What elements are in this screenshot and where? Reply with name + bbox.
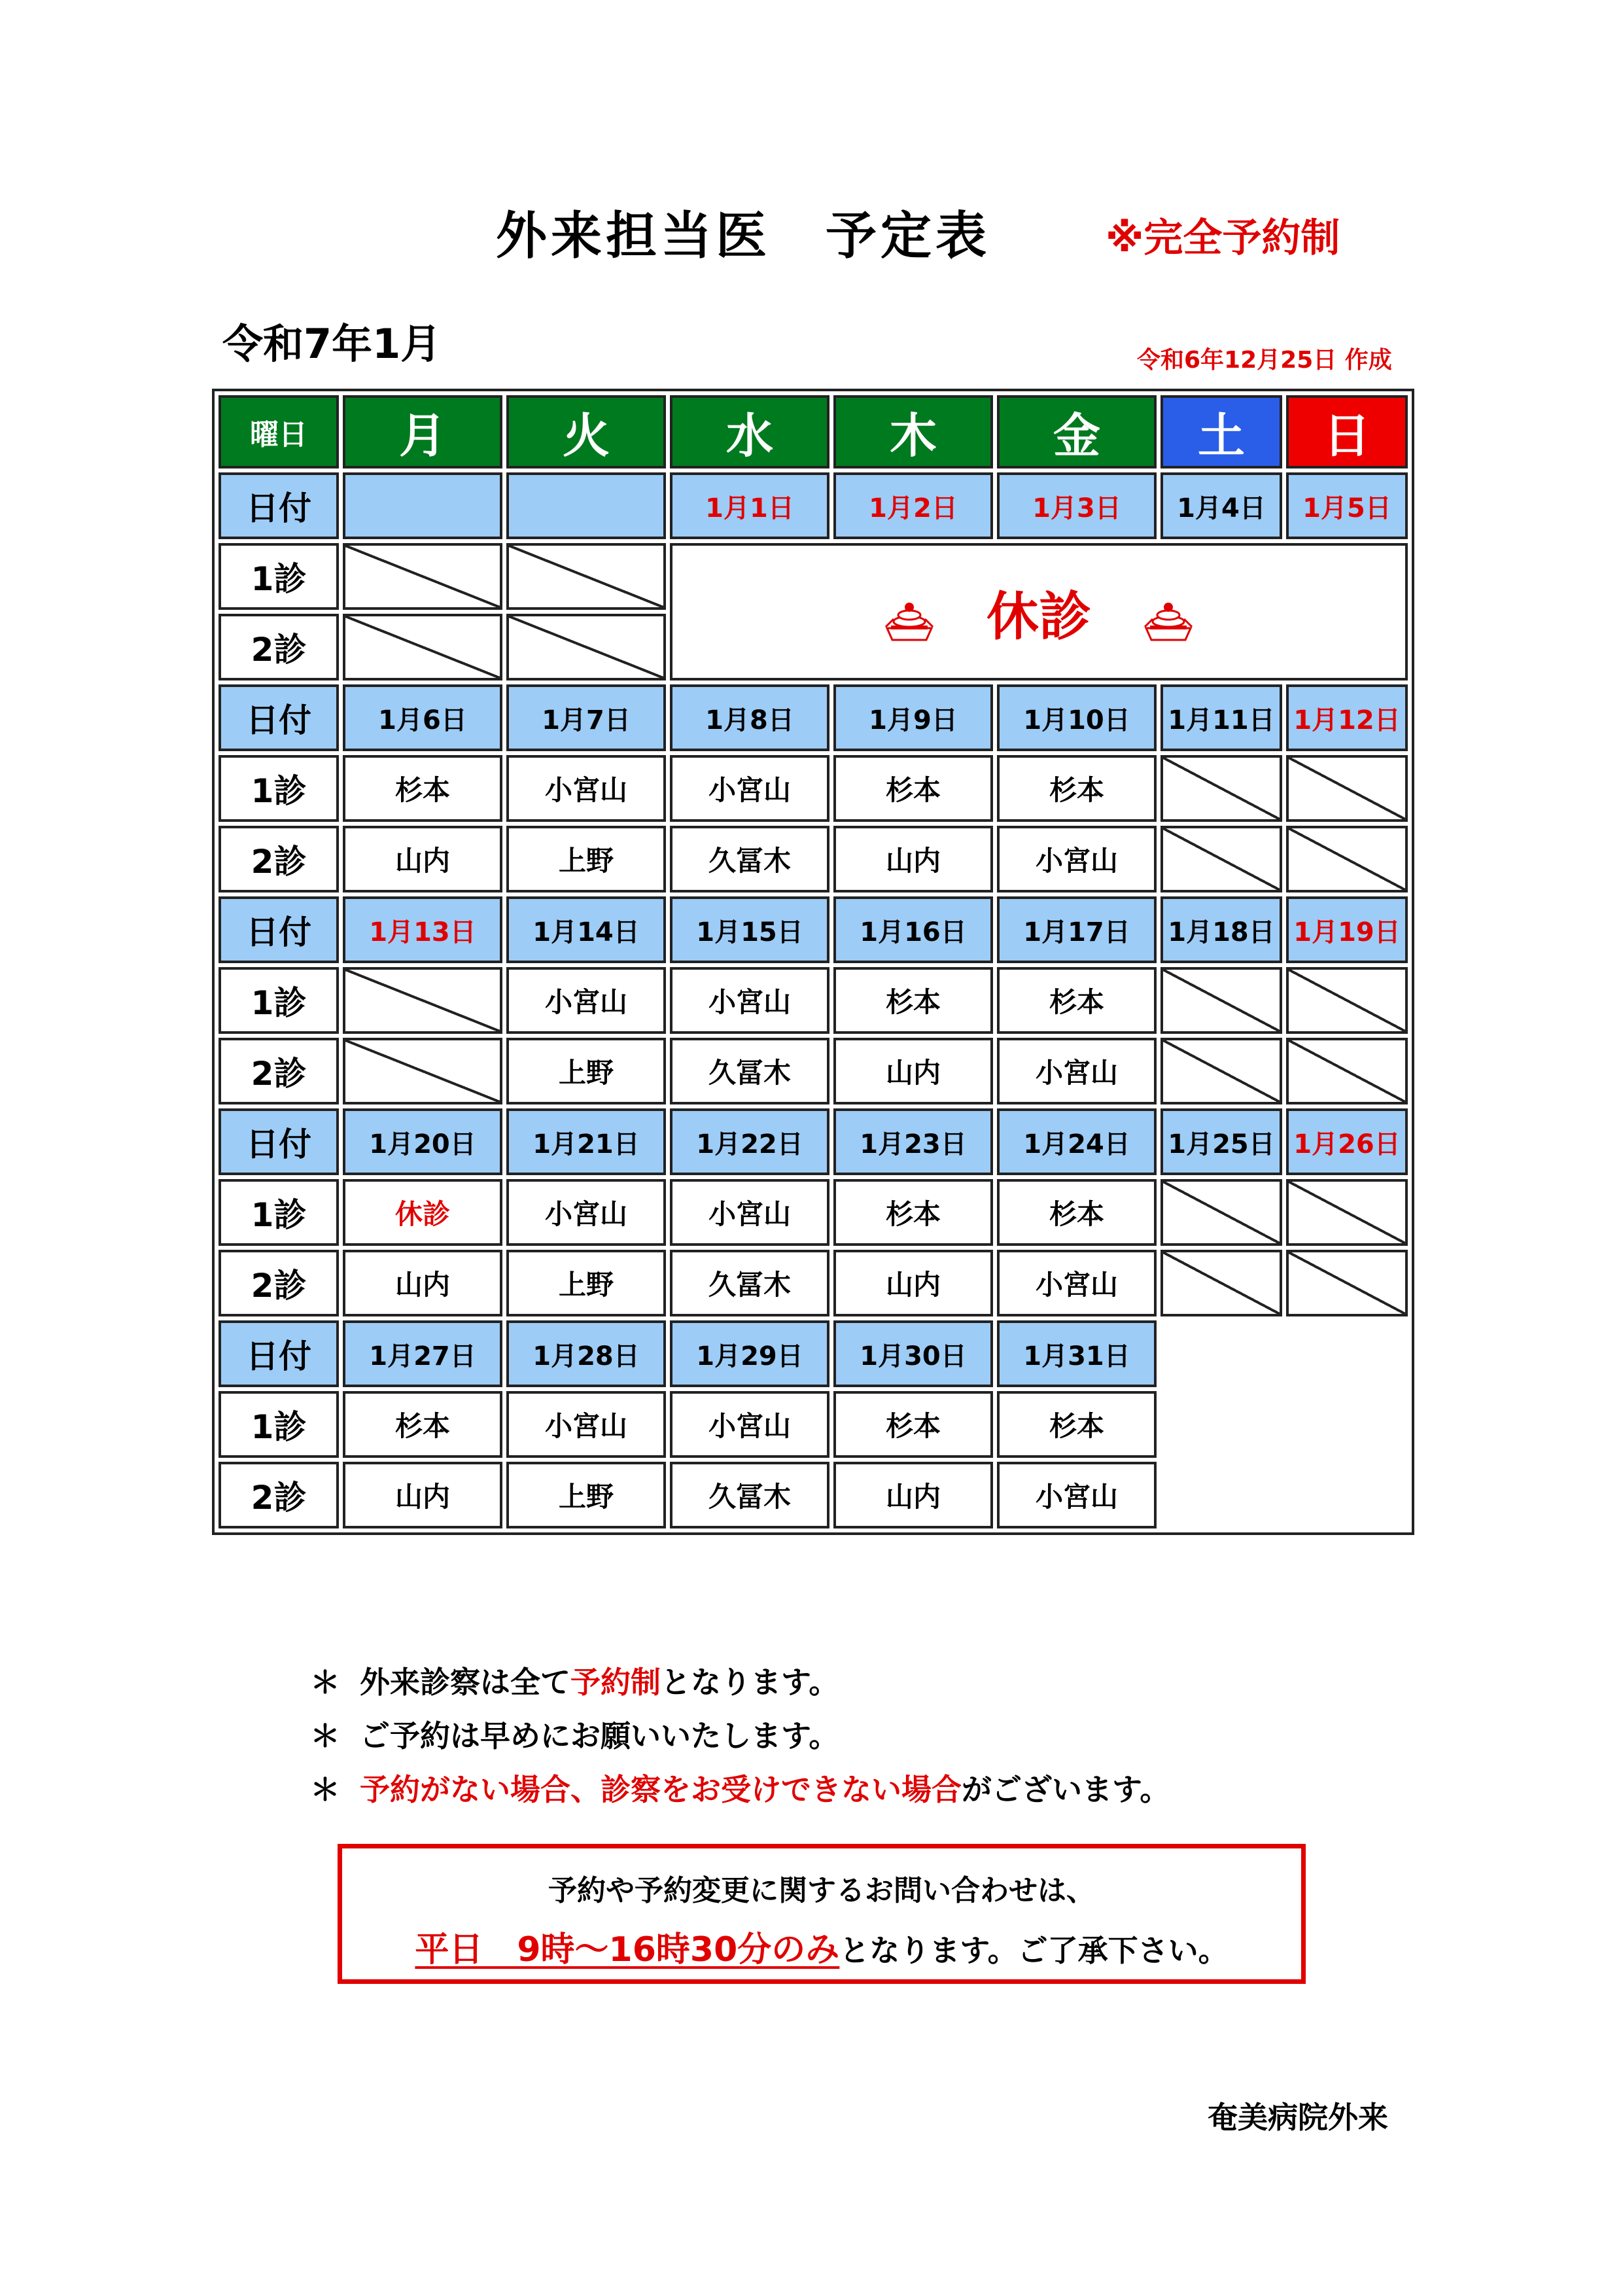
date-cell: 1月28日: [506, 1320, 666, 1387]
no-clinic-cell: [343, 967, 502, 1034]
date-cell: 1月12日: [1286, 684, 1408, 751]
doctor-cell: 杉本: [343, 755, 502, 822]
header-day: 月: [343, 395, 502, 468]
slot2-row: [218, 1462, 1408, 1528]
date-label: 日付: [218, 472, 339, 539]
no-clinic-cell: [1161, 1179, 1282, 1246]
slot2-row: [218, 1250, 1408, 1316]
header-day: 金: [997, 395, 1157, 468]
doctor-cell: 小宮山: [670, 1391, 829, 1458]
date-cell: 1月5日: [1286, 472, 1408, 539]
doctor-cell: 久冨木: [670, 1250, 829, 1316]
header-day: 火: [506, 395, 666, 468]
date-cell: 1月13日: [343, 896, 502, 963]
date-row: [218, 684, 1408, 751]
header-row: [218, 395, 1408, 468]
doctor-cell: 小宮山: [670, 967, 829, 1034]
doctor-cell: 小宮山: [997, 1038, 1157, 1104]
date-cell: 1月1日: [670, 472, 829, 539]
doctor-cell: 久冨木: [670, 1038, 829, 1104]
note-star: ＊: [310, 1772, 340, 1807]
no-clinic-cell: [1286, 1038, 1408, 1104]
empty-cell: [1286, 1391, 1408, 1458]
date-cell: [343, 472, 502, 539]
doctor-cell: 杉本: [997, 1391, 1157, 1458]
date-cell: 1月27日: [343, 1320, 502, 1387]
doctor-cell: 杉本: [833, 1391, 993, 1458]
doctor-cell: 上野: [506, 1250, 666, 1316]
contact-rest: となります。ご了承下さい。: [839, 1933, 1229, 1968]
date-cell: 1月23日: [833, 1108, 993, 1175]
reservation-note: ※完全予約制: [1106, 215, 1340, 261]
doctor-cell: 小宮山: [670, 755, 829, 822]
slot2-row: [218, 826, 1408, 892]
doctor-cell: 山内: [343, 826, 502, 892]
slot1-row: [218, 1391, 1408, 1458]
doctor-cell: 小宮山: [997, 826, 1157, 892]
doctor-cell: 久冨木: [670, 1462, 829, 1528]
date-cell: 1月8日: [670, 684, 829, 751]
doctor-cell: 山内: [833, 1250, 993, 1316]
page-title: 外来担当医 予定表: [496, 207, 991, 266]
date-row: [218, 1320, 1408, 1387]
note-highlight: 予約がない場合、診察をお受けできない場合: [360, 1772, 962, 1807]
note-text: 外来診察は全て: [360, 1665, 570, 1700]
date-cell: 1月4日: [1161, 472, 1282, 539]
date-cell: 1月21日: [506, 1108, 666, 1175]
date-cell: 1月16日: [833, 896, 993, 963]
doctor-cell: 上野: [506, 1038, 666, 1104]
note-text: がございます。: [962, 1772, 1170, 1807]
slot2-label: 2診: [218, 826, 339, 892]
date-cell: 1月18日: [1161, 896, 1282, 963]
slot2-label: 2診: [218, 614, 339, 680]
empty-cell: [1161, 1462, 1282, 1528]
header-day: 土: [1161, 395, 1282, 468]
no-clinic-cell: [1161, 755, 1282, 822]
no-clinic-cell: [1286, 755, 1408, 822]
slot1-row: [218, 755, 1408, 822]
schedule-table: [212, 389, 1414, 1535]
no-clinic-cell: [1286, 967, 1408, 1034]
no-clinic-cell: [1286, 1179, 1408, 1246]
date-cell: 1月25日: [1161, 1108, 1282, 1175]
date-cell: 1月30日: [833, 1320, 993, 1387]
date-row: [218, 472, 1408, 539]
date-cell: 1月31日: [997, 1320, 1157, 1387]
no-clinic-cell: [1161, 967, 1282, 1034]
no-clinic-cell: [1286, 826, 1408, 892]
note-3: [310, 1763, 1170, 1816]
no-clinic-cell: [343, 1038, 502, 1104]
date-label: 日付: [218, 1108, 339, 1175]
no-clinic-cell: [1286, 1250, 1408, 1316]
footer-department: 奄美病院外来: [1208, 2100, 1388, 2135]
doctor-cell: 久冨木: [670, 826, 829, 892]
no-clinic-cell: [343, 614, 502, 680]
no-clinic-cell: [506, 614, 666, 680]
date-label: 日付: [218, 896, 339, 963]
schedule-month: 令和7年1月: [222, 320, 442, 368]
date-row: [218, 896, 1408, 963]
no-clinic-cell: [1161, 826, 1282, 892]
date-cell: 1月11日: [1161, 684, 1282, 751]
note-star: ＊: [310, 1718, 340, 1754]
kagami-mochi-icon: [884, 599, 934, 641]
date-cell: 1月6日: [343, 684, 502, 751]
no-clinic-cell: [1161, 1250, 1282, 1316]
date-cell: 1月10日: [997, 684, 1157, 751]
contact-hours: 平日 9時～16時30分のみ: [415, 1930, 840, 1969]
doctor-cell: 山内: [833, 826, 993, 892]
doctor-cell: 小宮山: [506, 755, 666, 822]
slot2-label: 2診: [218, 1250, 339, 1316]
slot1-label: 1診: [218, 755, 339, 822]
doctor-cell: 杉本: [997, 1179, 1157, 1246]
no-clinic-cell: [506, 543, 666, 610]
doctor-cell: 杉本: [997, 967, 1157, 1034]
date-row: [218, 1108, 1408, 1175]
header-day: 水: [670, 395, 829, 468]
slot1-label: 1診: [218, 1179, 339, 1246]
note-text: となります。: [661, 1665, 839, 1700]
date-cell: 1月20日: [343, 1108, 502, 1175]
date-cell: 1月3日: [997, 472, 1157, 539]
doctor-cell: 小宮山: [506, 1391, 666, 1458]
doctor-cell: 杉本: [997, 755, 1157, 822]
note-text: ご予約は早めにお願いいたします。: [360, 1718, 839, 1754]
notes: [310, 1655, 1170, 1816]
note-star: ＊: [310, 1665, 340, 1700]
note-1: [310, 1655, 1170, 1709]
contact-line-1: 予約や予約変更に関するお問い合わせは、: [548, 1874, 1095, 1907]
doctor-cell: 上野: [506, 826, 666, 892]
date-cell: 1月22日: [670, 1108, 829, 1175]
date-cell: 1月24日: [997, 1108, 1157, 1175]
empty-cell: [1286, 1462, 1408, 1528]
date-cell: 1月15日: [670, 896, 829, 963]
slot1-row: [218, 543, 1408, 610]
date-cell: 1月19日: [1286, 896, 1408, 963]
slot1-row: [218, 967, 1408, 1034]
doctor-cell: 山内: [833, 1038, 993, 1104]
note-highlight: 予約制: [570, 1665, 661, 1700]
doctor-cell: 山内: [343, 1462, 502, 1528]
doctor-cell: 小宮山: [506, 1179, 666, 1246]
empty-cell: [1161, 1320, 1282, 1387]
date-cell: [506, 472, 666, 539]
doctor-cell: 山内: [343, 1250, 502, 1316]
date-cell: 1月17日: [997, 896, 1157, 963]
doctor-cell: 杉本: [833, 1179, 993, 1246]
slot1-label: 1診: [218, 967, 339, 1034]
doctor-cell: 小宮山: [670, 1179, 829, 1246]
contact-line-2: [342, 1922, 1301, 1971]
no-clinic-cell: [1161, 1038, 1282, 1104]
doctor-cell: 杉本: [833, 755, 993, 822]
empty-cell: [1286, 1320, 1408, 1387]
no-clinic-cell: [343, 543, 502, 610]
kagami-mochi-icon: [1143, 599, 1193, 641]
header-yobi: 曜日: [218, 395, 339, 468]
header-day: 木: [833, 395, 993, 468]
slot1-row: [218, 1179, 1408, 1246]
doctor-cell: 山内: [833, 1462, 993, 1528]
date-cell: 1月2日: [833, 472, 993, 539]
slot2-label: 2診: [218, 1038, 339, 1104]
slot2-row: [218, 1038, 1408, 1104]
slot1-label: 1診: [218, 1391, 339, 1458]
doctor-cell: 小宮山: [506, 967, 666, 1034]
doctor-cell: 杉本: [833, 967, 993, 1034]
doctor-cell: 休診: [343, 1179, 502, 1246]
date-label: 日付: [218, 1320, 339, 1387]
empty-cell: [1161, 1391, 1282, 1458]
doctor-cell: 杉本: [343, 1391, 502, 1458]
slot1-label: 1診: [218, 543, 339, 610]
note-2: [310, 1709, 1170, 1763]
date-cell: 1月7日: [506, 684, 666, 751]
date-cell: 1月26日: [1286, 1108, 1408, 1175]
date-cell: 1月14日: [506, 896, 666, 963]
date-cell: 1月29日: [670, 1320, 829, 1387]
doctor-cell: 小宮山: [997, 1250, 1157, 1316]
slot2-label: 2診: [218, 1462, 339, 1528]
doctor-cell: 小宮山: [997, 1462, 1157, 1528]
holiday-closed-cell: [670, 543, 1408, 680]
date-label: 日付: [218, 684, 339, 751]
created-date: 令和6年12月25日 作成: [1137, 347, 1392, 374]
doctor-cell: 上野: [506, 1462, 666, 1528]
date-cell: 1月9日: [833, 684, 993, 751]
closed-label: 休診: [986, 586, 1091, 647]
header-day: 日: [1286, 395, 1408, 468]
contact-box: [338, 1844, 1306, 1984]
